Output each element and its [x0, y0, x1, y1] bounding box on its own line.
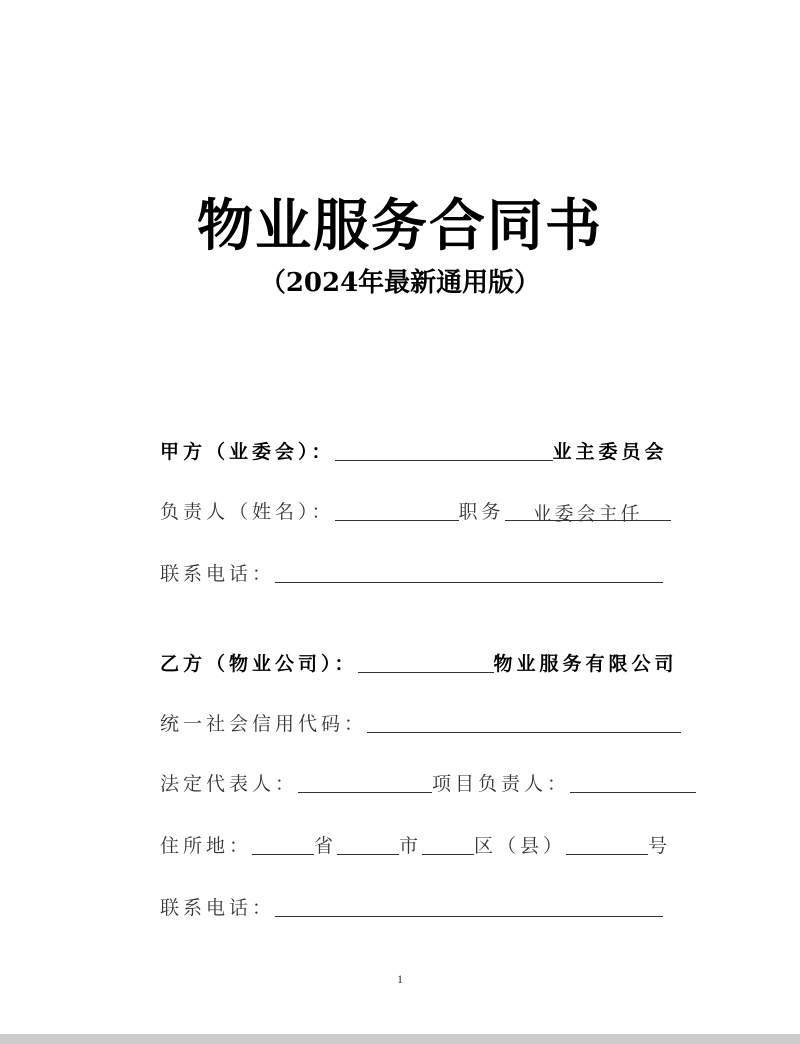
- party-b-suffix: 物业服务有限公司: [493, 653, 678, 675]
- party-a-person-row: [160, 496, 671, 524]
- document-title: 物业服务合同书: [197, 193, 603, 259]
- address-province-label: 省: [314, 835, 338, 857]
- party-a-name-field[interactable]: [335, 439, 553, 461]
- project-lead-label: 项目负责人：: [432, 773, 571, 795]
- party-a-phone-row: [160, 558, 663, 586]
- legal-rep-label: 法定代表人：: [160, 773, 299, 795]
- address-district-label: 区（县）: [474, 835, 567, 857]
- address-number-field[interactable]: [566, 833, 648, 855]
- party-b-phone-field[interactable]: [275, 895, 663, 917]
- party-a-label: 甲方（业委会）：: [160, 441, 335, 463]
- credit-code-field[interactable]: [367, 711, 681, 733]
- party-a-person-field[interactable]: [335, 499, 459, 521]
- party-a-phone-label: 联系电话：: [160, 563, 276, 585]
- address-district-field[interactable]: [422, 833, 474, 855]
- document-subtitle: （2024年最新通用版）: [259, 268, 541, 298]
- party-b-phone-row: [160, 892, 663, 920]
- address-city-field[interactable]: [337, 833, 399, 855]
- party-a-person-label: 负责人（姓名）：: [160, 501, 335, 523]
- address-label: 住所地：: [160, 835, 253, 857]
- address-row: [160, 830, 671, 858]
- representative-row: [160, 768, 696, 796]
- party-a-phone-field[interactable]: [275, 561, 663, 583]
- page-number: 1: [397, 972, 403, 986]
- party-b-phone-label: 联系电话：: [160, 897, 276, 919]
- address-city-label: 市: [399, 835, 423, 857]
- party-b-name-field[interactable]: [358, 651, 494, 673]
- page-bottom-border: [0, 1034, 800, 1044]
- party-b-row: [160, 648, 678, 676]
- party-a-position-field[interactable]: 业委会主任: [505, 499, 671, 521]
- address-province-field[interactable]: [252, 833, 314, 855]
- credit-code-row: [160, 708, 681, 736]
- party-a-suffix: 业主委员会: [552, 441, 668, 463]
- party-a-position-label: 职务: [458, 501, 505, 523]
- legal-rep-field[interactable]: [298, 771, 432, 793]
- credit-code-label: 统一社会信用代码：: [160, 713, 368, 735]
- project-lead-field[interactable]: [570, 771, 696, 793]
- party-a-row: [160, 436, 668, 464]
- address-number-label: 号: [648, 835, 672, 857]
- party-b-label: 乙方（物业公司）：: [160, 653, 358, 675]
